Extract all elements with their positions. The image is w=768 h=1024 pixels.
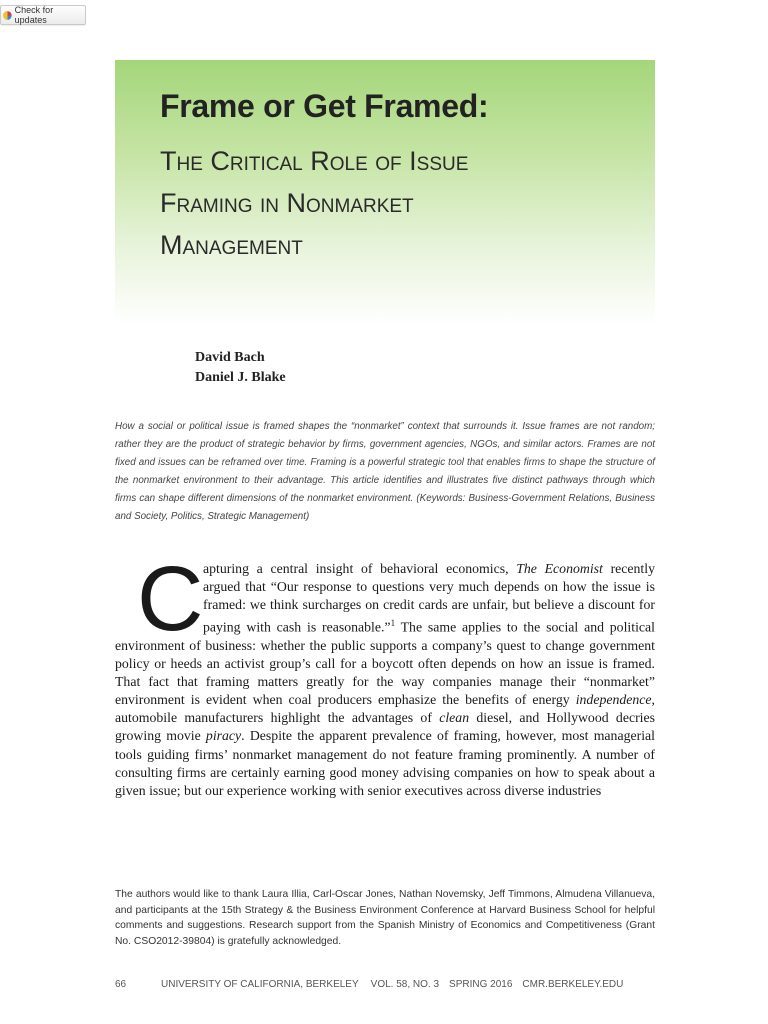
body-paragraph [115,548,655,800]
body-text-segment: The same applies to the social and political environment of business: whether the public supports a company’s quest to change government policy or heeds an activist group’s call for a boycott often depends on how an issue is framed. That fact that framing matters greatly for the way companies manage their “nonmarket” environment is evident when coal producers emphasize the benefits of energy [115,619,655,708]
body-text-segment: recently argued that “Our response to questions very much depends on how the issue is framed: we think surcharges on credit cards are unfair, but believe a discount for paying with cash is reasonable.” [203,561,655,635]
subtitle-line: Management [160,230,303,260]
author-list [195,348,286,388]
journal-volume: VOL. 58, NO. 3 [370,979,440,990]
publication-name: The Economist [516,561,603,576]
body-text-segment: . Despite the apparent prevalence of framing, however, most managerial tools guiding firms’ nonmarket management do not feature framing prominently. A number of consulting firms are certainly earning good money advising companies on how to speak about a given issue; but our experience working with senior executives across diverse industries [115,728,655,798]
body-text-segment: diesel, and Hollywood decries growing movie [115,710,655,744]
emphasis-term: clean [439,710,470,726]
article-title: Frame or Get Framed: [160,88,489,124]
acknowledgement-footnote: The authors would like to thank Laura Illia, Carl-Oscar Jones, Nathan Novemsky, Jeff Timmons, Almudena Villanueva, and participants at the 15th Strategy & the Business Environment Conference at Harvard Business School for helpful comments and suggestions. Research support from the Spanish Ministry of Economics and Competitiveness (Grant No. CSO2012-39804) is gratefully acknowledged. [115,889,655,947]
subtitle-line: Framing in Nonmarket [160,188,414,218]
author-name: Daniel J. Blake [195,370,286,385]
page-footer [115,979,655,990]
body-text-segment: , automobile manufacturers highlight the advantages of [115,692,655,726]
journal-website[interactable]: CMR.BERKELEY.EDU [522,979,624,990]
emphasis-term: independence [575,692,652,708]
crossmark-icon [3,11,12,20]
check-for-updates-label: Check for updates [14,5,54,25]
check-for-updates-button[interactable] [0,5,86,25]
author-name: David Bach [195,350,265,365]
footnote-reference[interactable]: 1 [390,618,396,629]
page-number: 66 [115,979,127,990]
article-subtitle [160,140,580,266]
body-text-segment: apturing a central insight of behavioral economics, [203,561,517,576]
journal-publisher: UNIVERSITY OF CALIFORNIA, BERKELEY [161,979,359,990]
abstract: How a social or political issue is framed shapes the “nonmarket” context that surrounds it. Issue frames are not random; rather they are the product of strategic behavior by firms, government agencies, NGOs, and similar actors. Frames are not fixed and issues can be reframed over time. Framing is a powerful strategic tool that enables firms to shape the structure of the nonmarket environment to their advantage. This article identifies and illustrates five distinct pathways through which firms can shape different dimensions of the nonmarket environment. (Keywords: Business-Government Relations, Business and Society, Politics, Strategic Management) [115,421,655,522]
journal-season: SPRING 2016 [449,979,513,990]
subtitle-line: The Critical Role of Issue [160,146,469,176]
emphasis-term: piracy [205,728,242,744]
drop-cap: C [137,548,204,650]
